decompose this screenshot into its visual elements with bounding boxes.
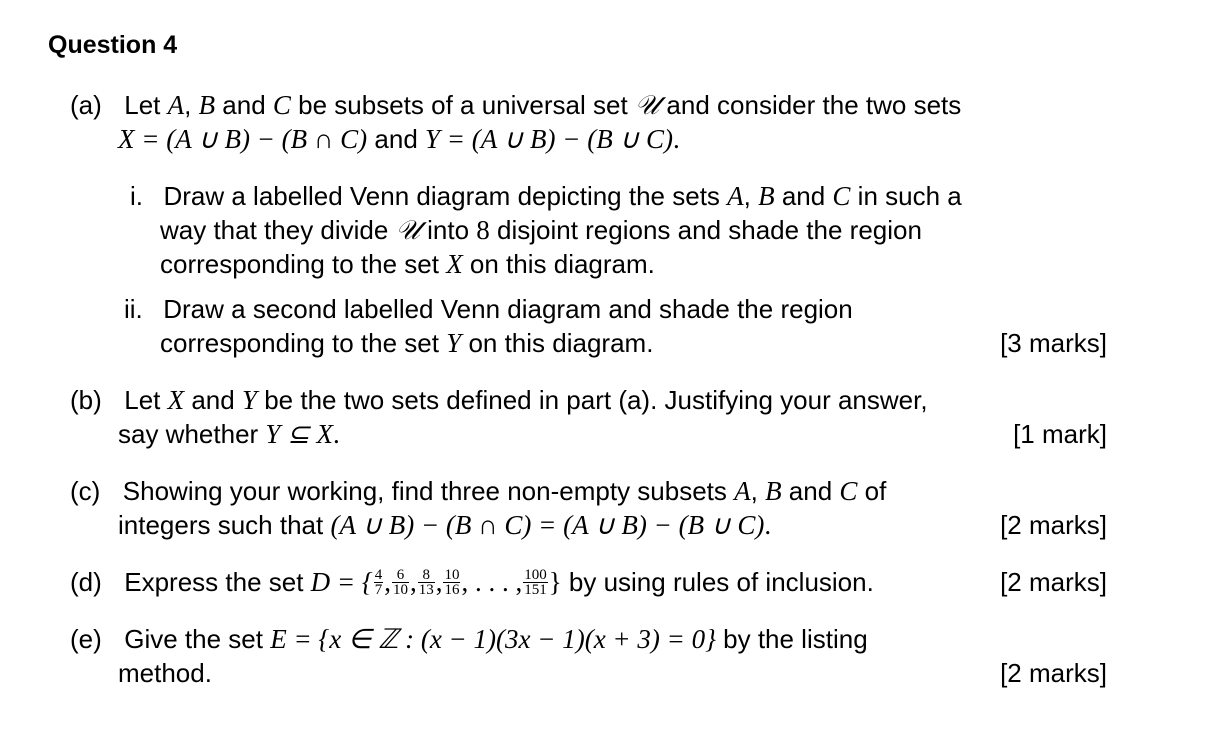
text: be the two sets defined in part (a). Justifying your answer, xyxy=(256,385,928,415)
ellipsis: , . . . , xyxy=(461,567,523,597)
part-a-i-line-2 xyxy=(160,213,922,247)
text: and xyxy=(367,124,425,154)
part-e-line-1 xyxy=(70,622,868,656)
part-a-ii-line-2 xyxy=(160,326,653,360)
text: and consider the two sets xyxy=(659,90,962,120)
part-b-line-2 xyxy=(118,417,340,451)
part-a-label: (a) xyxy=(70,90,102,120)
part-b-line-1 xyxy=(70,383,928,417)
part-d-label: (d) xyxy=(70,567,102,597)
part-e-marks: [2 marks] xyxy=(1000,658,1107,688)
math-symbol: C xyxy=(839,476,858,506)
text: be subsets of a universal set xyxy=(290,90,635,120)
fraction xyxy=(374,568,384,597)
text: on this diagram. xyxy=(462,249,655,279)
text: into xyxy=(419,215,477,245)
text: of xyxy=(857,476,887,506)
math-symbol: C xyxy=(272,90,291,120)
part-a-marks: [3 marks] xyxy=(1000,328,1107,358)
text: say whether xyxy=(118,419,266,449)
fraction-numerator: 8 xyxy=(418,568,435,583)
fraction xyxy=(523,568,548,597)
text: Let xyxy=(124,90,168,120)
part-a-i-line-3 xyxy=(160,247,655,281)
text: , xyxy=(184,90,199,120)
part-b-marks: [1 mark] xyxy=(1013,419,1107,449)
text: . xyxy=(672,124,680,154)
text: . xyxy=(764,510,772,540)
fraction xyxy=(392,568,409,597)
fraction-denominator: 13 xyxy=(418,581,434,598)
math-symbol: B xyxy=(765,476,782,506)
text: method. xyxy=(118,658,212,688)
text: and xyxy=(774,181,833,211)
part-c-line-1 xyxy=(70,474,886,508)
set-e-expression: E = {x ∈ ℤ : (x − 1)(3x − 1)(x + 3) = 0} xyxy=(270,624,716,654)
subset-expression: Y ⊆ X xyxy=(265,419,334,449)
fraction-denominator: 10 xyxy=(392,581,408,598)
fraction-numerator: 100 xyxy=(524,566,547,583)
math-symbol: B xyxy=(198,90,216,120)
set-d-lhs: D = { xyxy=(310,567,373,597)
part-a-line-2 xyxy=(118,122,680,156)
math-symbol: A xyxy=(167,90,185,120)
fraction-denominator: 151 xyxy=(524,581,547,598)
text: integers such that xyxy=(118,510,331,540)
text: way that they divide xyxy=(160,215,396,245)
math-symbol: A xyxy=(727,181,744,211)
part-d-line-1: (d) Express the set D = { $\frac{4}{7}$ , $\frac{6}{10}$ , $\frac{8}{13}$ , $\frac{10}{16}$ , . . . , $\frac{100}{151}$ } by using rules of inclusion. xyxy=(70,566,874,598)
part-c-marks: [2 marks] xyxy=(1000,510,1107,540)
question-title: Question 4 xyxy=(48,31,178,59)
text: and xyxy=(781,476,840,506)
math-symbol: A xyxy=(734,476,751,506)
math-symbol: C xyxy=(832,181,851,211)
text: and xyxy=(184,385,242,415)
math-symbol: X xyxy=(446,249,463,279)
text: , xyxy=(750,476,766,506)
math-symbol: Y xyxy=(241,385,257,415)
set-x-definition: X = (A ∪ B) − (B ∩ C) xyxy=(118,124,368,154)
text: Give the set xyxy=(124,624,271,654)
fraction xyxy=(418,568,435,597)
text: on this diagram. xyxy=(461,328,654,358)
fraction-denominator: 16 xyxy=(444,581,460,598)
text: . xyxy=(333,419,340,449)
part-a-i-line-1 xyxy=(130,179,962,213)
text: and xyxy=(215,90,273,120)
part-a-ii-label: ii. xyxy=(124,294,143,324)
universal-set-symbol: 𝒰 xyxy=(634,90,660,120)
text: Let xyxy=(124,385,168,415)
math-symbol: B xyxy=(758,181,775,211)
fraction-denominator: 7 xyxy=(374,581,383,598)
fraction-numerator: 4 xyxy=(374,566,383,583)
part-d-marks: [2 marks] xyxy=(1000,567,1107,597)
part-c-label: (c) xyxy=(70,476,101,506)
text: Express the set xyxy=(124,567,311,597)
part-a-i-label: i. xyxy=(130,181,143,211)
set-equation: (A ∪ B) − (B ∩ C) = (A ∪ B) − (B ∪ C) xyxy=(330,510,765,540)
text: , xyxy=(743,181,759,211)
text: disjoint regions and shade the region xyxy=(489,215,922,245)
text: Draw a labelled Venn diagram depicting the sets xyxy=(163,181,728,211)
brace: } xyxy=(548,567,562,597)
universal-set-symbol: 𝒰 xyxy=(395,215,420,245)
part-b-label: (b) xyxy=(70,385,102,415)
text: in such a xyxy=(850,181,962,211)
fraction xyxy=(443,568,460,597)
fraction-numerator: 6 xyxy=(392,568,409,583)
fraction-numerator: 10 xyxy=(444,566,460,583)
text: Draw a second labelled Venn diagram and shade the region xyxy=(163,294,853,324)
text: corresponding to the set xyxy=(160,249,447,279)
math-number: 8 xyxy=(476,215,490,245)
text: corresponding to the set xyxy=(160,328,447,358)
part-a-line-1 xyxy=(70,88,961,122)
text: by the listing xyxy=(715,624,868,654)
text: by using rules of inclusion. xyxy=(561,567,874,597)
part-e-line-2 xyxy=(118,656,212,690)
part-c-line-2 xyxy=(118,508,771,542)
math-symbol: X xyxy=(167,385,185,415)
math-symbol: Y xyxy=(446,328,462,358)
text: Showing your working, find three non-empty subsets xyxy=(122,476,735,506)
part-a-ii-line-1 xyxy=(124,292,853,326)
set-y-definition: Y = (A ∪ B) − (B ∪ C) xyxy=(425,124,673,154)
part-e-label: (e) xyxy=(70,624,102,654)
